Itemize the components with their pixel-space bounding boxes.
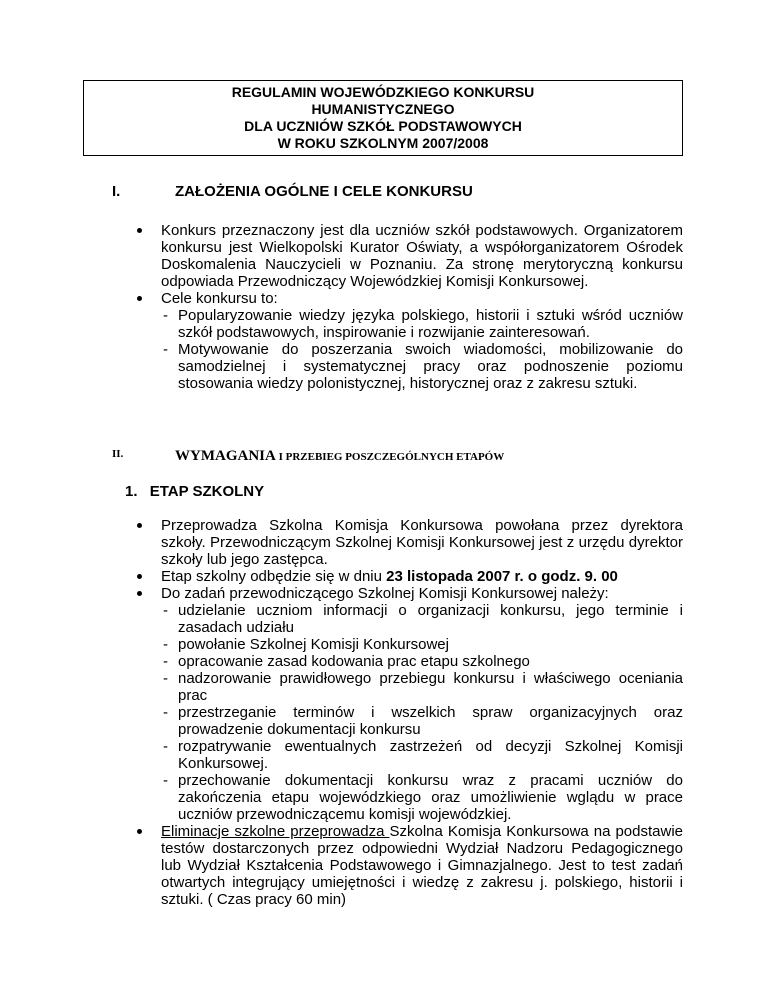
title-line-2: HUMANISTYCZNEGO	[311, 101, 455, 117]
date-highlight: 23 listopada 2007 r. o godz. 9. 00	[386, 568, 618, 585]
bullet-icon	[137, 523, 142, 528]
bullet-icon	[137, 591, 142, 596]
task-item: - udzielanie uczniom informacji o organizacji konkursu, jego terminie i zasadach udziału	[163, 602, 683, 636]
list-item	[135, 823, 683, 908]
task-item: - rozpatrywanie ewentualnych zastrzeżeń od decyzji Szkolnej Komisji Konkursowej.	[163, 738, 683, 772]
list-item	[135, 585, 683, 602]
task-item: - opracowanie zasad kodowania prac etapu szkolnego	[163, 653, 530, 670]
list-item-text: Przeprowadza Szkolna Komisja Konkursowa powołana przez dyrektora szkoły. Przewodniczącym Szkolnej Komisji Konkursowej jest z urzędu dyrektor szkoły lub jego zastępca.	[161, 517, 683, 568]
task-item: - przechowanie dokumentacji konkursu wraz z pracami uczniów do zakończenia etapu wojewódzkiego oraz umożliwienie wglądu w prace uczniów przewodniczącemu komisji wojewódzkiej.	[163, 772, 683, 823]
bullet-icon	[137, 296, 142, 301]
list-item-text: Szkolna Komisja Konkursowa na podstawie testów dostarczonych przez odpowiedni Wydział Nadzoru Pedagogicznego lub Wydział Kształcenia Podstawowego i Gimnazjalnego. Jest to test zadań otwartych integrujący umiejętności i wiedzę z zakresu j. polskiego, historii i sztuki. ( Czas pracy 60 min)	[161, 823, 683, 908]
goal-item: - Motywowanie do poszerzania swoich wiadomości, mobilizowanie do samodzielnej i systematycznej pracy oraz podnoszenie poziomu stosowania wiedzy polonistycznej, historycznej oraz z zakresu sztuki.	[163, 341, 683, 392]
etap-heading	[125, 483, 264, 500]
goal-text: Popularyzowanie wiedzy języka polskiego, historii i sztuki wśród uczniów szkół podstawowych, inspirowanie i rozwijanie zainteresowań.	[178, 307, 683, 341]
task-item: - nadzorowanie prawidłowego przebiegu konkursu i właściwego oceniania prac	[163, 670, 683, 704]
bullet-icon	[137, 829, 142, 834]
task-text: rozpatrywanie ewentualnych zastrzeżeń od decyzji Szkolnej Komisji Konkursowej.	[178, 738, 683, 772]
task-text: udzielanie uczniom informacji o organizacji konkursu, jego terminie i zasadach udziału	[178, 602, 683, 636]
goal-item: - Popularyzowanie wiedzy języka polskiego, historii i sztuki wśród uczniów szkół podstawowych, inspirowanie i rozwijanie zainteresowań.	[163, 307, 683, 341]
section-1-title: ZAŁOŻENIA OGÓLNE I CELE KONKURSU	[175, 183, 473, 200]
list-item	[135, 568, 683, 585]
list-item-text: Konkurs przeznaczony jest dla uczniów szkół podstawowych. Organizatorem konkursu jest Wielkopolski Kurator Oświaty, a współorganizatorem Ośrodek Doskomalenia Nauczycieli w Poznaniu. Za stronę merytoryczną konkursu odpowiada Przewodniczący Wojewódzkiej Komisji Konkursowej.	[161, 222, 683, 290]
bullet-icon	[137, 228, 142, 233]
section-1-number: I.	[112, 183, 121, 200]
document-title-box	[83, 80, 683, 156]
etap-label: ETAP SZKOLNY	[149, 483, 265, 500]
section-2-title-rest: I PRZEBIEG POSZCZEGÓLNYCH ETAPÓW	[275, 451, 505, 463]
list-item	[135, 222, 683, 290]
date-prefix: Etap szkolny odbędzie się w dniu	[161, 568, 387, 585]
etap-bullets	[135, 517, 683, 908]
task-text: powołanie Szkolnej Komisji Konkursowej	[178, 636, 449, 653]
task-text: opracowanie zasad kodowania prac etapu szkolnego	[178, 653, 530, 670]
section-2-title-main: WYMAGANIA	[175, 448, 276, 464]
goal-text: Motywowanie do poszerzania swoich wiadomości, mobilizowanie do samodzielnej i systematycznej pracy oraz podnoszenie poziomu stosowania wiedzy polonistycznej, historycznej oraz z zakresu sztuki.	[178, 341, 683, 392]
underlined-lead: Eliminacje szkolne przeprowadza	[161, 823, 390, 840]
title-line-1: REGULAMIN WOJEWÓDZKIEGO KONKURSU	[231, 84, 535, 100]
list-item-text: Do zadań przewodniczącego Szkolnej Komisji Konkursowej należy:	[161, 585, 609, 602]
section-1-bullets	[135, 222, 683, 392]
bullet-icon	[137, 574, 142, 579]
etap-number: 1.	[125, 483, 138, 500]
task-text: przestrzeganie terminów i wszelkich spraw organizacyjnych oraz prowadzenie dokumentacji konkursu	[178, 704, 683, 738]
task-text: przechowanie dokumentacji konkursu wraz z pracami uczniów do zakończenia etapu wojewódzkiego oraz umożliwienie wglądu w prace uczniów przewodniczącemu komisji wojewódzkiej.	[178, 772, 683, 823]
list-item-text: Cele konkursu to:	[161, 290, 278, 307]
title-line-4: W ROKU SZKOLNYM 2007/2008	[277, 135, 489, 151]
list-item	[135, 517, 683, 568]
task-text: nadzorowanie prawidłowego przebiegu konkursu i właściwego oceniania prac	[178, 670, 683, 704]
list-item	[135, 290, 683, 307]
task-item: - przestrzeganie terminów i wszelkich spraw organizacyjnych oraz prowadzenie dokumentacji konkursu	[163, 704, 683, 738]
task-item: - powołanie Szkolnej Komisji Konkursowej	[163, 636, 449, 653]
section-2-number: II.	[112, 448, 124, 460]
title-line-3: DLA UCZNIÓW SZKÓŁ PODSTAWOWYCH	[244, 118, 522, 134]
